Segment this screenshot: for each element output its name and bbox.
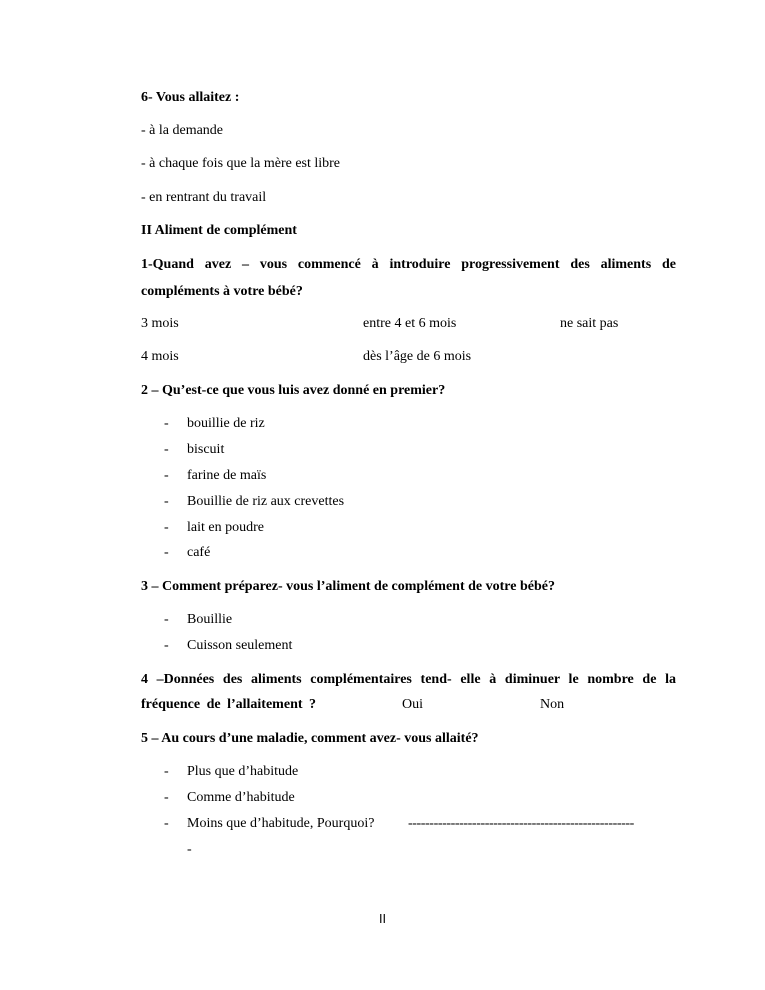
q1-option-4-6mois: entre 4 et 6 mois [363,316,457,331]
q6-option-work: - en rentrant du travail [141,190,267,205]
q1-line2: compléments à votre bébé? [141,284,303,299]
q2-title: 2 – Qu’est-ce que vous luis avez donné en premier? [141,383,446,398]
q1-line1: 1-Quand avez – vous commencé à introduire progressivement des aliments de [141,257,676,272]
q4-option-oui: Oui [402,697,423,712]
q2-item-rice-porridge: bouillie de riz [187,416,265,431]
bullet: - [164,520,169,535]
q5-item-same: Comme d’habitude [187,790,295,805]
q6-title: 6- Vous allaitez : [141,90,240,105]
q1-option-3mois: 3 mois [141,316,179,331]
bullet: - [164,416,169,431]
q2-item-biscuit: biscuit [187,442,225,457]
q4-option-non: Non [540,697,565,712]
bullet: - [164,790,169,805]
bullet: - [164,442,169,457]
bullet: - [164,638,169,653]
bullet: - [164,764,169,779]
bullet: - [164,468,169,483]
q4-line2: fréquence de l’allaitement ? [141,697,317,712]
page-number: II [378,912,387,926]
bullet: - [164,545,169,560]
q5-title: 5 – Au cours d’une maladie, comment avez- vous allaité? [141,731,479,746]
q3-item-cooking: Cuisson seulement [187,638,293,653]
bullet: - [164,816,169,831]
q3-title: 3 – Comment préparez- vous l’aliment de complément de votre bébé? [141,579,555,594]
bullet: - [164,612,169,627]
q1-option-4mois: 4 mois [141,349,179,364]
q2-item-rice-shrimp: Bouillie de riz aux crevettes [187,494,345,509]
section-title: II Aliment de complément [141,223,297,238]
q5-answer-line[interactable]: ----------------------------------------------------- [408,816,634,831]
q5-item-less: Moins que d’habitude, Pourquoi? [187,816,375,831]
q1-option-nsp: ne sait pas [560,316,619,331]
q5-item-more: Plus que d’habitude [187,764,299,779]
q2-item-coffee: café [187,545,211,560]
q5-answer-continuation: - [187,842,192,857]
bullet: - [164,494,169,509]
q3-item-porridge: Bouillie [187,612,233,627]
q2-item-powdered-milk: lait en poudre [187,520,264,535]
q2-item-corn-flour: farine de maïs [187,468,267,483]
q4-line1: 4 –Données des aliments complémentaires tend- elle à diminuer le nombre de la [141,672,676,687]
q1-option-6mois: dès l’âge de 6 mois [363,349,472,364]
q6-option-demand: - à la demande [141,123,224,138]
q6-option-free: - à chaque fois que la mère est libre [141,156,341,171]
